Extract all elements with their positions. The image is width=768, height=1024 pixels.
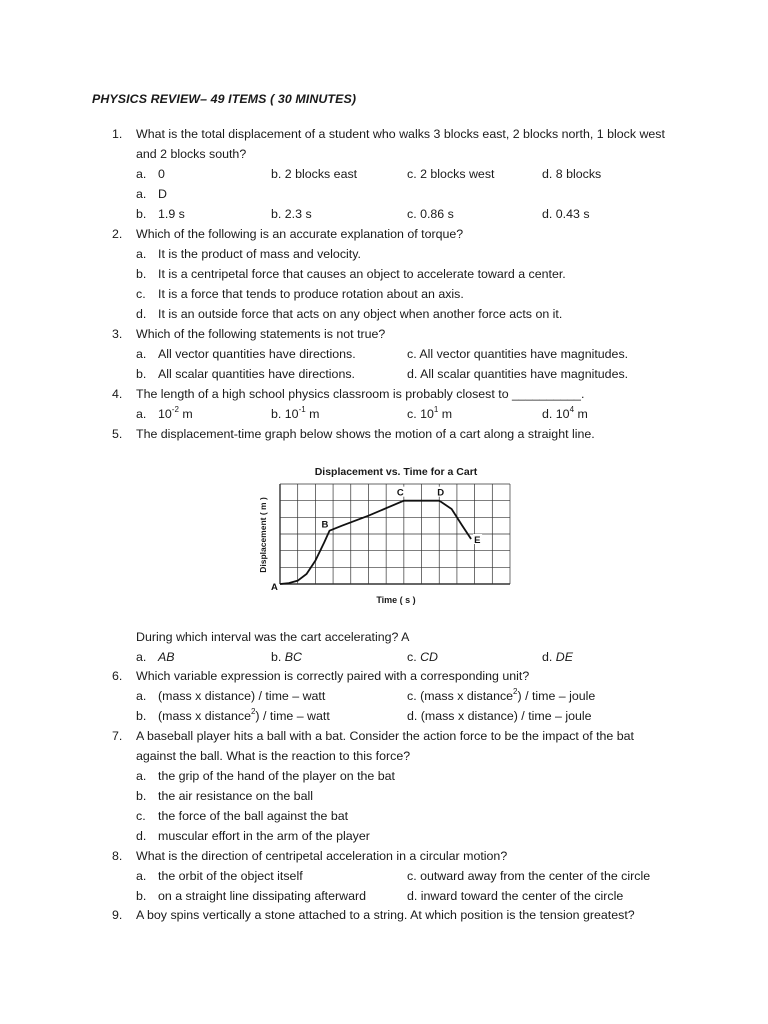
option-text: It is a force that tends to produce rotation about an axis. (158, 287, 464, 301)
option-c: c. outward away from the center of the circle (407, 869, 651, 883)
option-text: (mass x distance (158, 709, 251, 723)
option-d (542, 649, 573, 665)
option-base: d. 10 (542, 407, 570, 421)
option-b: All scalar quantities have directions. (158, 367, 355, 381)
option-d: d. (mass x distance) / time – joule (407, 709, 592, 723)
option-label: a. (136, 689, 147, 703)
option-label: a. (136, 187, 147, 201)
option-a: AB (158, 650, 175, 664)
question-number: 7. (112, 729, 123, 743)
option-a: the orbit of the object itself (158, 869, 303, 883)
option-text: It is a centripetal force that causes an object to accelerate toward a center. (158, 267, 566, 281)
option-text: the grip of the hand of the player on the bat (158, 769, 395, 783)
option-b: on a straight line dissipating afterward (158, 889, 367, 903)
option-base: 10 (158, 407, 172, 421)
chart-title: Displacement vs. Time for a Cart (314, 466, 478, 478)
question-number: 9. (112, 908, 123, 922)
question-text: against the ball. What is the reaction to this force? (136, 749, 411, 763)
option-label: b. (136, 709, 147, 723)
option-label: a. (136, 407, 147, 421)
point-label-b: B (321, 519, 329, 531)
option-text: It is the product of mass and velocity. (158, 247, 361, 261)
question-text: A baseball player hits a ball with a bat. Consider the action force to be the impact of the bat (136, 729, 634, 743)
question-text: A boy spins vertically a stone attached to a string. At which position is the tension greatest? (136, 908, 635, 922)
point-label-a: A (271, 582, 278, 593)
question-text: What is the direction of centripetal acceleration in a circular motion? (136, 849, 508, 863)
option-label: d. (136, 829, 147, 843)
question-text: The displacement-time graph below shows the motion of a cart along a straight line. (136, 427, 595, 441)
option-a (158, 406, 193, 422)
option-label: b. (136, 267, 147, 281)
option-d: d. All scalar quantities have magnitudes. (407, 367, 629, 381)
question-text: and 2 blocks south? (136, 147, 247, 161)
option-b (158, 708, 330, 724)
option-label: b. (136, 889, 147, 903)
option-exponent: 2 (513, 686, 518, 696)
option-a: All vector quantities have directions. (158, 347, 356, 361)
option-d: d. 8 blocks (542, 167, 602, 181)
option-d: d. inward toward the center of the circle (407, 889, 624, 903)
option-label: b. (136, 789, 147, 803)
option-label: b. (271, 650, 282, 664)
option-unit: m (305, 407, 320, 421)
chart-series-line (280, 501, 471, 584)
option-a: (mass x distance) / time – watt (158, 689, 326, 703)
option-label: a. (136, 650, 147, 664)
option-b (271, 649, 302, 665)
option-text: the force of the ball against the bat (158, 809, 349, 823)
option-b: b. 2 blocks east (271, 167, 358, 181)
option-unit: m (574, 407, 588, 421)
option-unit: m (178, 407, 193, 421)
option-unit: m (438, 407, 453, 421)
option-label: c. (136, 809, 146, 823)
option-c: c. All vector quantities have magnitudes. (407, 347, 629, 361)
question-number: 8. (112, 849, 123, 863)
option-exponent: -1 (298, 404, 306, 414)
option-text: BC (284, 650, 303, 664)
option-text: c. (mass x distance (407, 689, 514, 703)
option-text: the air resistance on the ball (158, 789, 313, 803)
question-number: 1. (112, 127, 123, 141)
option-label: a. (136, 167, 147, 181)
question-number: 3. (112, 327, 123, 341)
question-text: During which interval was the cart accelerating? A (136, 630, 410, 644)
option-exponent: -2 (171, 404, 179, 414)
option-c: c. 0.86 s (407, 207, 454, 221)
displacement-time-chart (256, 462, 526, 612)
option-label: a. (136, 247, 147, 261)
option-c (407, 649, 438, 665)
question-number: 5. (112, 427, 123, 441)
option-a: 1.9 s (158, 207, 185, 221)
point-label-e: E (474, 535, 481, 546)
option-exponent: 2 (250, 706, 256, 716)
question-text: What is the total displacement of a student who walks 3 blocks east, 2 blocks north, 1 block west (136, 127, 665, 141)
option-label: b. (136, 367, 147, 381)
option-c (407, 688, 595, 704)
option-d (542, 406, 588, 422)
option-label: a. (136, 869, 147, 883)
option-c (407, 406, 452, 422)
option-label: c. (136, 287, 146, 301)
option-text: CD (420, 650, 438, 664)
option-a: 0 (158, 167, 165, 181)
option-label: a. (136, 769, 147, 783)
option-b: b. 2.3 s (271, 207, 312, 221)
option-exponent: 4 (569, 404, 575, 414)
option-exponent: 1 (433, 404, 439, 414)
question-number: 6. (112, 669, 123, 683)
question-number: 2. (112, 227, 123, 241)
option-text: It is an outside force that acts on any object when another force acts on it. (158, 307, 563, 321)
point-label-c: C (396, 487, 404, 499)
question-text: Which variable expression is correctly paired with a corresponding unit? (136, 669, 530, 683)
question-text: Which of the following is an accurate explanation of torque? (136, 227, 464, 241)
question-text: The length of a high school physics classroom is probably closest to __________. (136, 387, 585, 401)
option-text: ) / time – watt (255, 709, 330, 723)
point-label-d: D (437, 487, 445, 499)
page-title: PHYSICS REVIEW– 49 ITEMS ( 30 MINUTES) (92, 92, 357, 106)
option-d: d. 0.43 s (542, 207, 590, 221)
option-b (271, 406, 319, 422)
chart-x-axis-label: Time ( s ) (376, 595, 416, 605)
option-label: d. (136, 307, 147, 321)
option-label: a. (136, 347, 147, 361)
option-text: muscular effort in the arm of the player (158, 829, 370, 843)
option-text: D (158, 187, 167, 201)
option-base: c. 10 (407, 407, 434, 421)
option-base: b. 10 (271, 407, 299, 421)
option-text: ) / time – joule (517, 689, 596, 703)
option-c: c. 2 blocks west (407, 167, 495, 181)
option-label: d. (542, 650, 553, 664)
question-text: Which of the following statements is not true? (136, 327, 386, 341)
question-number: 4. (112, 387, 123, 401)
option-label: c. (407, 650, 417, 664)
chart-y-axis-label: Displacement ( m ) (258, 497, 268, 573)
option-label: b. (136, 207, 147, 221)
option-text: DE (555, 650, 574, 664)
